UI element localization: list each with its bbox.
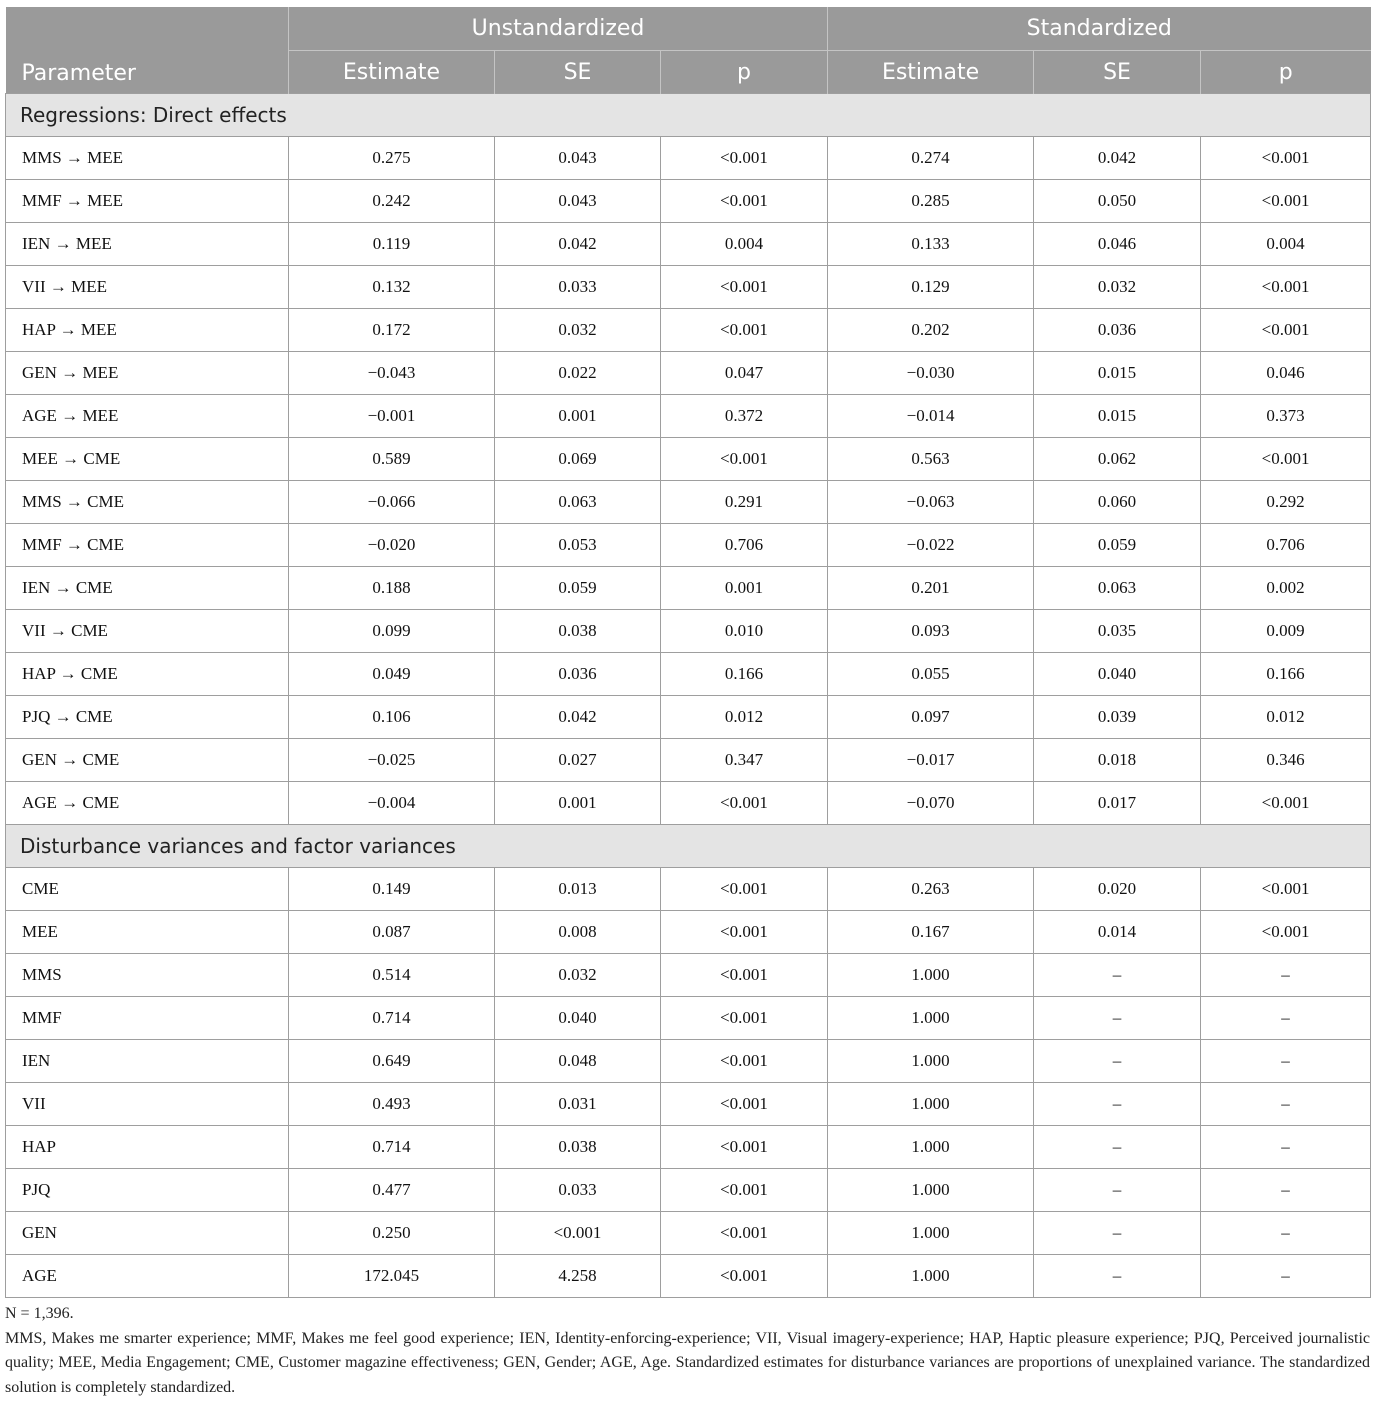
parameter-cell: IEN (6, 1040, 289, 1083)
value-cell: 0.706 (661, 524, 828, 567)
table-row (6, 610, 1371, 653)
value-cell: <0.001 (661, 1212, 828, 1255)
value-cell: <0.001 (661, 997, 828, 1040)
section-title: Regressions: Direct effects (6, 94, 1371, 137)
table-row (6, 868, 1371, 911)
value-cell: 0.714 (289, 997, 495, 1040)
value-cell: 0.047 (661, 352, 828, 395)
parameter-cell: MEE → CME (6, 438, 289, 481)
value-cell: – (1034, 1040, 1201, 1083)
value-cell: <0.001 (661, 266, 828, 309)
value-cell: 0.042 (1034, 137, 1201, 180)
value-cell: 0.038 (495, 1126, 661, 1169)
value-cell: −0.001 (289, 395, 495, 438)
value-cell: – (1201, 1255, 1371, 1298)
value-cell: <0.001 (661, 868, 828, 911)
parameter-cell: AGE → MEE (6, 395, 289, 438)
parameter-cell: IEN → CME (6, 567, 289, 610)
value-cell: 0.172 (289, 309, 495, 352)
value-cell: 0.010 (661, 610, 828, 653)
value-cell: 0.042 (495, 696, 661, 739)
abbreviations-note: MMS, Makes me smarter experience; MMF, Makes me feel good experience; IEN, Identity-enforcing-experience; VII, Visual imagery-experience; HAP, Haptic pleasure experience; PJQ, Perceived journalistic quality; MEE, Media Engagement; CME, Customer magazine effectiveness; GEN, Gender; AGE, Age. Standardized estimates for disturbance variances are proportions of unexplained variance. The standardized solution is completely standardized. (5, 1329, 1370, 1396)
value-cell: 0.132 (289, 266, 495, 309)
value-cell: <0.001 (1201, 868, 1371, 911)
value-cell: 0.060 (1034, 481, 1201, 524)
value-cell: <0.001 (661, 911, 828, 954)
value-cell: 0.043 (495, 137, 661, 180)
section-row (6, 94, 1371, 137)
parameter-cell: MMS (6, 954, 289, 997)
value-cell: −0.070 (828, 782, 1034, 825)
value-cell: 1.000 (828, 1255, 1034, 1298)
value-cell: <0.001 (661, 137, 828, 180)
value-cell: 0.017 (1034, 782, 1201, 825)
value-cell: 0.014 (1034, 911, 1201, 954)
value-cell: 0.001 (661, 567, 828, 610)
value-cell: 0.087 (289, 911, 495, 954)
value-cell: – (1034, 954, 1201, 997)
value-cell: 0.706 (1201, 524, 1371, 567)
table-row (6, 997, 1371, 1040)
unstandardized-group-header: Unstandardized (289, 7, 828, 51)
value-cell: <0.001 (661, 954, 828, 997)
value-cell: <0.001 (1201, 266, 1371, 309)
value-cell: 0.149 (289, 868, 495, 911)
value-cell: −0.063 (828, 481, 1034, 524)
parameter-header: Parameter (6, 7, 289, 94)
value-cell: 0.129 (828, 266, 1034, 309)
parameter-cell: PJQ (6, 1169, 289, 1212)
parameter-cell: GEN → CME (6, 739, 289, 782)
value-cell: 0.062 (1034, 438, 1201, 481)
value-cell: 0.059 (1034, 524, 1201, 567)
value-cell: 1.000 (828, 1083, 1034, 1126)
value-cell: 0.291 (661, 481, 828, 524)
value-cell: – (1201, 1040, 1371, 1083)
value-cell: 0.048 (495, 1040, 661, 1083)
parameter-cell: VII → MEE (6, 266, 289, 309)
value-cell: – (1034, 1169, 1201, 1212)
value-cell: 0.022 (495, 352, 661, 395)
value-cell: 0.346 (1201, 739, 1371, 782)
table-row (6, 223, 1371, 266)
value-cell: 0.018 (1034, 739, 1201, 782)
value-cell: <0.001 (661, 180, 828, 223)
value-cell: 0.004 (1201, 223, 1371, 266)
value-cell: 0.042 (495, 223, 661, 266)
table-row (6, 696, 1371, 739)
value-cell: 0.043 (495, 180, 661, 223)
value-cell: <0.001 (1201, 438, 1371, 481)
col-header-se: SE (1034, 51, 1201, 94)
value-cell: 0.050 (1034, 180, 1201, 223)
value-cell: 1.000 (828, 954, 1034, 997)
value-cell: 0.053 (495, 524, 661, 567)
value-cell: 0.242 (289, 180, 495, 223)
value-cell: −0.020 (289, 524, 495, 567)
value-cell: 0.032 (495, 309, 661, 352)
value-cell: 0.166 (661, 653, 828, 696)
col-header-p: p (661, 51, 828, 94)
value-cell: −0.043 (289, 352, 495, 395)
value-cell: 0.063 (1034, 567, 1201, 610)
value-cell: <0.001 (661, 782, 828, 825)
value-cell: 0.001 (495, 782, 661, 825)
value-cell: 0.250 (289, 1212, 495, 1255)
value-cell: <0.001 (661, 309, 828, 352)
value-cell: −0.025 (289, 739, 495, 782)
value-cell: 0.167 (828, 911, 1034, 954)
value-cell: −0.004 (289, 782, 495, 825)
results-table-container (5, 7, 1370, 1298)
table-row (6, 438, 1371, 481)
table-row (6, 395, 1371, 438)
parameter-cell: HAP (6, 1126, 289, 1169)
table-row (6, 481, 1371, 524)
table-row (6, 1040, 1371, 1083)
value-cell: 0.055 (828, 653, 1034, 696)
parameter-cell: MMF (6, 997, 289, 1040)
value-cell: 0.015 (1034, 395, 1201, 438)
value-cell: 0.020 (1034, 868, 1201, 911)
value-cell: – (1034, 1255, 1201, 1298)
value-cell: 0.285 (828, 180, 1034, 223)
value-cell: 0.093 (828, 610, 1034, 653)
table-row (6, 352, 1371, 395)
parameter-cell: GEN → MEE (6, 352, 289, 395)
parameter-cell: MMF → CME (6, 524, 289, 567)
value-cell: – (1034, 1083, 1201, 1126)
value-cell: 0.040 (1034, 653, 1201, 696)
value-cell: 0.563 (828, 438, 1034, 481)
results-table (5, 7, 1371, 1298)
value-cell: <0.001 (661, 1083, 828, 1126)
value-cell: 0.036 (1034, 309, 1201, 352)
col-header-estimate: Estimate (289, 51, 495, 94)
col-header-estimate: Estimate (828, 51, 1034, 94)
value-cell: 0.714 (289, 1126, 495, 1169)
parameter-cell: MMS → CME (6, 481, 289, 524)
value-cell: 0.292 (1201, 481, 1371, 524)
value-cell: 0.649 (289, 1040, 495, 1083)
parameter-cell: AGE → CME (6, 782, 289, 825)
table-row (6, 1126, 1371, 1169)
value-cell: 0.589 (289, 438, 495, 481)
value-cell: – (1201, 1212, 1371, 1255)
value-cell: 0.477 (289, 1169, 495, 1212)
value-cell: 1.000 (828, 1040, 1034, 1083)
value-cell: <0.001 (661, 1126, 828, 1169)
parameter-cell: PJQ → CME (6, 696, 289, 739)
value-cell: 0.347 (661, 739, 828, 782)
value-cell: 0.188 (289, 567, 495, 610)
value-cell: 0.038 (495, 610, 661, 653)
value-cell: 0.046 (1034, 223, 1201, 266)
value-cell: 0.013 (495, 868, 661, 911)
value-cell: 0.263 (828, 868, 1034, 911)
parameter-cell: CME (6, 868, 289, 911)
value-cell: 0.166 (1201, 653, 1371, 696)
value-cell: 0.097 (828, 696, 1034, 739)
value-cell: 0.032 (1034, 266, 1201, 309)
table-row (6, 524, 1371, 567)
parameter-cell: MMS → MEE (6, 137, 289, 180)
value-cell: <0.001 (1201, 782, 1371, 825)
value-cell: – (1201, 1126, 1371, 1169)
value-cell: <0.001 (661, 1255, 828, 1298)
value-cell: 0.012 (661, 696, 828, 739)
value-cell: 1.000 (828, 997, 1034, 1040)
value-cell: 0.032 (495, 954, 661, 997)
value-cell: 0.514 (289, 954, 495, 997)
table-row (6, 782, 1371, 825)
table-row (6, 309, 1371, 352)
value-cell: <0.001 (495, 1212, 661, 1255)
parameter-cell: MMF → MEE (6, 180, 289, 223)
standardized-group-header: Standardized (828, 7, 1371, 51)
table-row (6, 180, 1371, 223)
value-cell: 0.133 (828, 223, 1034, 266)
value-cell: <0.001 (1201, 309, 1371, 352)
parameter-cell: VII (6, 1083, 289, 1126)
value-cell: 0.202 (828, 309, 1034, 352)
sample-size-note: N = 1,396. (5, 1305, 74, 1322)
value-cell: 0.099 (289, 610, 495, 653)
value-cell: 4.258 (495, 1255, 661, 1298)
table-row (6, 266, 1371, 309)
table-row (6, 1255, 1371, 1298)
value-cell: – (1201, 997, 1371, 1040)
parameter-cell: AGE (6, 1255, 289, 1298)
value-cell: 0.063 (495, 481, 661, 524)
table-body (6, 94, 1371, 1298)
value-cell: <0.001 (1201, 180, 1371, 223)
value-cell: 0.069 (495, 438, 661, 481)
table-row (6, 653, 1371, 696)
value-cell: – (1201, 1169, 1371, 1212)
value-cell: – (1034, 1212, 1201, 1255)
value-cell: 0.012 (1201, 696, 1371, 739)
parameter-cell: VII → CME (6, 610, 289, 653)
table-row (6, 1212, 1371, 1255)
table-row (6, 1169, 1371, 1212)
value-cell: −0.014 (828, 395, 1034, 438)
value-cell: 0.008 (495, 911, 661, 954)
value-cell: – (1034, 997, 1201, 1040)
parameter-cell: GEN (6, 1212, 289, 1255)
parameter-cell: IEN → MEE (6, 223, 289, 266)
value-cell: 0.493 (289, 1083, 495, 1126)
value-cell: 0.040 (495, 997, 661, 1040)
value-cell: – (1201, 1083, 1371, 1126)
parameter-cell: HAP → CME (6, 653, 289, 696)
value-cell: 0.002 (1201, 567, 1371, 610)
value-cell: 0.035 (1034, 610, 1201, 653)
value-cell: −0.017 (828, 739, 1034, 782)
value-cell: 0.059 (495, 567, 661, 610)
value-cell: −0.066 (289, 481, 495, 524)
value-cell: 172.045 (289, 1255, 495, 1298)
value-cell: 0.049 (289, 653, 495, 696)
value-cell: 0.274 (828, 137, 1034, 180)
value-cell: 0.033 (495, 266, 661, 309)
table-row (6, 567, 1371, 610)
value-cell: 0.015 (1034, 352, 1201, 395)
value-cell: 0.046 (1201, 352, 1371, 395)
col-header-se: SE (495, 51, 661, 94)
value-cell: <0.001 (1201, 911, 1371, 954)
value-cell: 0.372 (661, 395, 828, 438)
value-cell: 0.275 (289, 137, 495, 180)
value-cell: <0.001 (661, 438, 828, 481)
value-cell: 0.106 (289, 696, 495, 739)
table-row (6, 137, 1371, 180)
value-cell: <0.001 (1201, 137, 1371, 180)
value-cell: 0.201 (828, 567, 1034, 610)
value-cell: 0.033 (495, 1169, 661, 1212)
value-cell: – (1034, 1126, 1201, 1169)
value-cell: 1.000 (828, 1212, 1034, 1255)
value-cell: 0.036 (495, 653, 661, 696)
table-header (6, 7, 1371, 94)
col-header-p: p (1201, 51, 1371, 94)
section-title: Disturbance variances and factor variances (6, 825, 1371, 868)
parameter-cell: MEE (6, 911, 289, 954)
value-cell: 0.027 (495, 739, 661, 782)
value-cell: <0.001 (661, 1169, 828, 1212)
value-cell: 0.119 (289, 223, 495, 266)
table-row (6, 1083, 1371, 1126)
table-row (6, 739, 1371, 782)
value-cell: 1.000 (828, 1126, 1034, 1169)
table-row (6, 954, 1371, 997)
table-notes (5, 1302, 1370, 1400)
parameter-cell: HAP → MEE (6, 309, 289, 352)
table-row (6, 911, 1371, 954)
value-cell: 0.009 (1201, 610, 1371, 653)
value-cell: 0.039 (1034, 696, 1201, 739)
value-cell: – (1201, 954, 1371, 997)
value-cell: <0.001 (661, 1040, 828, 1083)
section-row (6, 825, 1371, 868)
value-cell: 0.004 (661, 223, 828, 266)
value-cell: 0.373 (1201, 395, 1371, 438)
value-cell: −0.022 (828, 524, 1034, 567)
value-cell: 0.001 (495, 395, 661, 438)
value-cell: −0.030 (828, 352, 1034, 395)
value-cell: 1.000 (828, 1169, 1034, 1212)
value-cell: 0.031 (495, 1083, 661, 1126)
